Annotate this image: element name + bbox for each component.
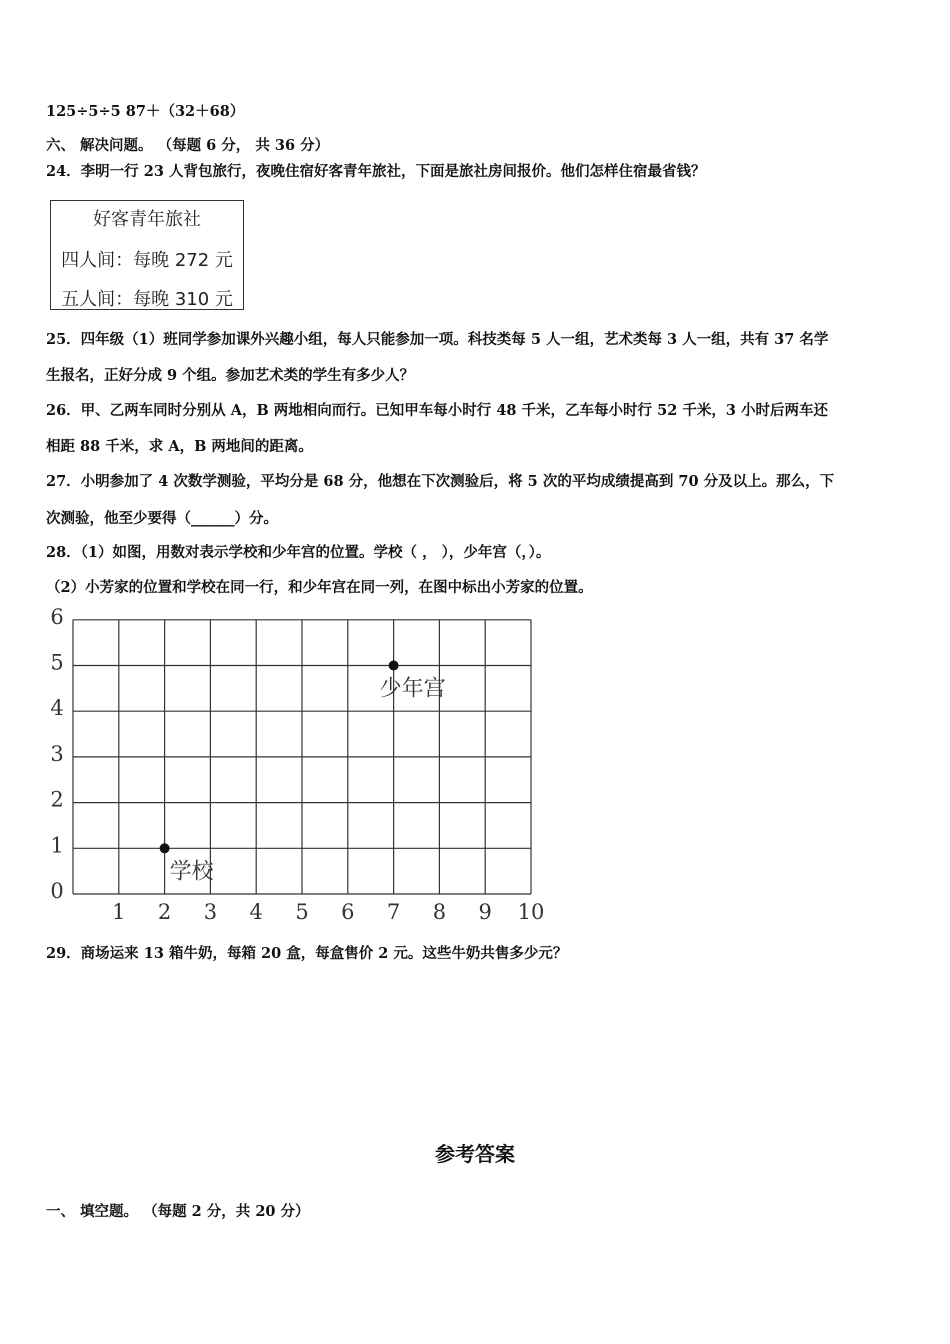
x-axis-tick-label: 2 bbox=[157, 900, 172, 924]
x-axis-tick-label: 4 bbox=[249, 900, 263, 924]
y-axis-tick-label: 0 bbox=[50, 879, 64, 903]
hostel-name: 好客青年旅社 bbox=[93, 209, 201, 230]
question-26-line2: 相距 88 千米，求 A，B 两地间的距离。 bbox=[46, 438, 313, 455]
y-axis-tick-label: 1 bbox=[50, 833, 64, 858]
x-axis-tick-label: 8 bbox=[432, 900, 447, 924]
question-27-line1: 27．小明参加了 4 次数学测验，平均分是 68 分，他想在下次测验后，将 5 次的平均成绩提高到 70 分及以上。那么，下 bbox=[46, 473, 835, 490]
grid-point-label: 学校 bbox=[169, 859, 214, 885]
question-28-part2: （2）小芳家的位置和学校在同一行，和少年宫在同一列，在图中标出小芳家的位置。 bbox=[46, 579, 593, 596]
question-25-line1: 25．四年级（1）班同学参加课外兴趣小组，每人只能参加一项。科技类每 5 人一组，艺术类每 3 人一组，共有 37 名学 bbox=[46, 331, 829, 348]
x-axis-tick-label: 10 bbox=[517, 900, 545, 924]
question-27-line2: 次测验，他至少要得（______）分。 bbox=[46, 510, 278, 527]
four-person-room-price: 四人间：每晚 272 元 bbox=[61, 250, 233, 271]
grid-point-label: 少年宫 bbox=[379, 676, 446, 702]
question-29: 29．商场运来 13 箱牛奶，每箱 20 盒，每盒售价 2 元。这些牛奶共售多少元？ bbox=[46, 945, 568, 962]
section-six-heading: 六、 解决问题。 （每题 6 分， 共 36 分） bbox=[46, 137, 330, 154]
question-24: 24．李明一行 23 人背包旅行，夜晚住宿好客青年旅社，下面是旅社房间报价。他们怎样住宿最省钱？ bbox=[46, 163, 706, 180]
x-axis-tick-label: 7 bbox=[386, 900, 401, 924]
question-25-line2: 生报名，正好分成 9 个组。参加艺术类的学生有多少人？ bbox=[46, 367, 415, 384]
y-axis-tick-label: 2 bbox=[50, 787, 64, 812]
y-axis-tick-label: 4 bbox=[50, 696, 64, 721]
question-26-line1: 26．甲、乙两车同时分别从 A，B 两地相向而行。已知甲车每小时行 48 千米，乙车每小时行 52 千米，3 小时后两车还 bbox=[46, 402, 828, 419]
question-28-part1: 28．（1）如图，用数对表示学校和少年宫的位置。学校（ ， ），少年宫（，）。 bbox=[46, 544, 551, 561]
calc-expression: 125÷5÷5 87＋（32＋68） bbox=[46, 103, 245, 120]
x-axis-tick-label: 9 bbox=[478, 900, 492, 924]
x-axis-tick-label: 3 bbox=[203, 900, 218, 924]
x-axis-tick-label: 6 bbox=[341, 900, 355, 924]
y-axis-tick-label: 6 bbox=[50, 604, 64, 629]
five-person-room-price: 五人间：每晚 310 元 bbox=[61, 289, 233, 310]
y-axis-tick-label: 3 bbox=[50, 741, 64, 766]
coordinate-grid bbox=[0, 600, 600, 930]
answer-title: 参考答案 bbox=[435, 1142, 515, 1166]
y-axis-tick-label: 5 bbox=[50, 650, 64, 675]
answer-section-one-heading: 一、 填空题。 （每题 2 分，共 20 分） bbox=[46, 1203, 310, 1220]
grid-point-marker bbox=[389, 661, 399, 671]
x-axis-tick-label: 1 bbox=[112, 900, 126, 924]
grid-point-marker bbox=[160, 843, 170, 853]
x-axis-tick-label: 5 bbox=[295, 900, 309, 924]
hostel-price-board bbox=[50, 200, 244, 310]
